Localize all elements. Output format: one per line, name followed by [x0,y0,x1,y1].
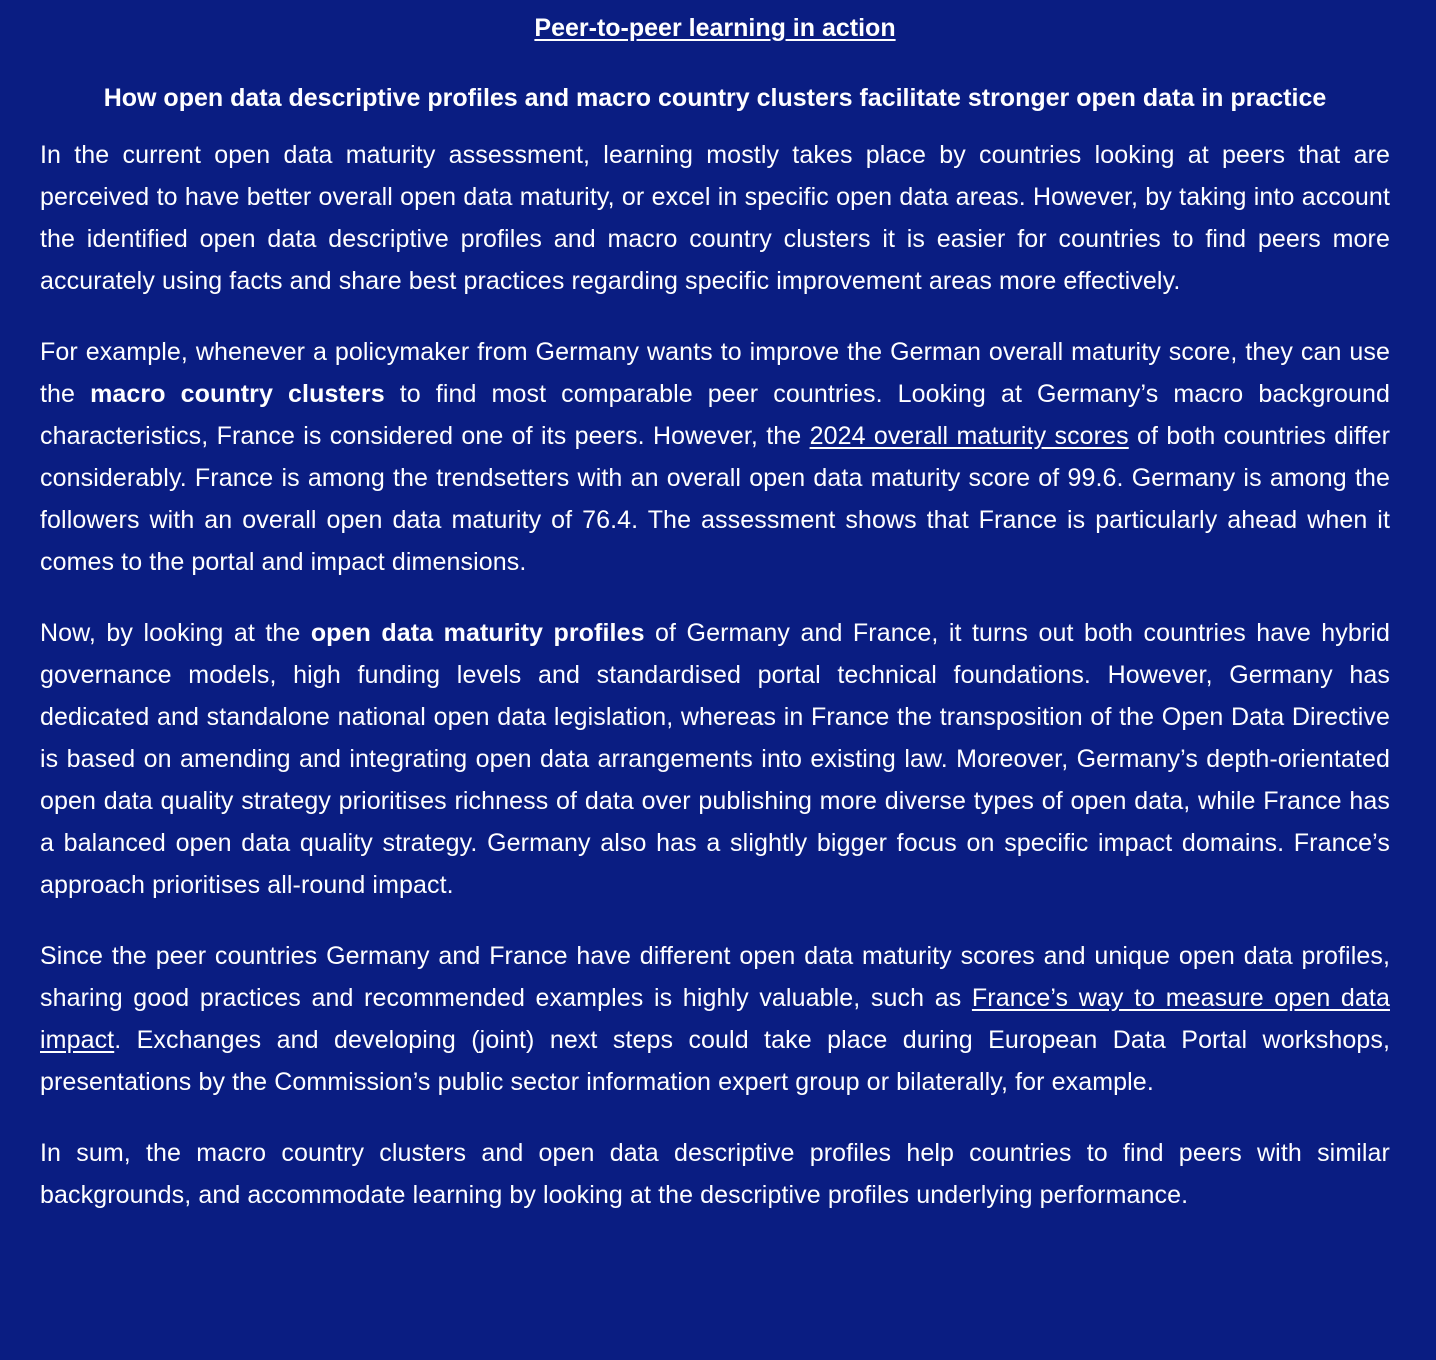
paragraph-intro: In the current open data maturity assessment, learning mostly takes place by countries looking at peers that are perceived to have better overall open data maturity, or excel in specific open data areas. However, by taking into account the identified open data descriptive profiles and macro country clusters it is easier for countries to find peers more accurately using facts and share best practices regarding specific improvement areas more effectively. [40,141,1390,295]
paragraph-text: Since the peer countries Germany and France have different open data maturity scores and unique open data profiles, sharing good practices and recommended examples is highly valuable, such as [40,942,1390,1012]
paragraph-text: to find most comparable peer countries. Looking at Germany’s macro background characteristics, France is considered one of its peers. However, the [40,380,1390,450]
paragraph-text: of Germany and France, it turns out both countries have hybrid governance models, high funding levels and standardised portal technical foundations. However, Germany has dedicated and standalone national open data legislation, whereas in France the transposition of the Open Data Directive is based on amending and integrating open data arrangements into existing law. Moreover, Germany’s depth-orientated open data quality strategy prioritises richness of data over publishing more diverse types of open data, while France has a balanced open data quality strategy. Germany also has a slightly bigger focus on specific impact domains. France’s approach prioritises all-round impact. [40,619,1390,899]
bold-term: macro country clusters [90,380,385,408]
bold-term: open data maturity profiles [310,619,645,647]
paragraph-example [40,331,1390,583]
paragraph-profiles [40,612,1390,906]
paragraph-text: Now, by looking at the [40,619,311,647]
paragraph-text: . Exchanges and developing (joint) next steps could take place during European Data Portal workshops, presentations by the Commission’s public sector information expert group or bilaterally, for example. [40,1026,1390,1096]
paragraph-summary: In sum, the macro country clusters and open data descriptive profiles help countries to find peers with similar backgrounds, and accommodate learning by looking at the descriptive profiles underlying performance. [40,1139,1390,1209]
paragraph-text: For example, whenever a policymaker from Germany wants to improve the German overall maturity score, they can use the [40,338,1390,408]
box-subtitle: How open data descriptive profiles and macro country clusters facilitate stronger open data in practice [103,84,1327,112]
measure-impact-link[interactable]: France’s way to measure open data impact [40,984,1390,1054]
paragraph-sharing [40,935,1390,1103]
box-title: Peer-to-peer learning in action [534,14,896,42]
maturity-scores-link[interactable]: 2024 overall maturity scores [809,422,1129,450]
paragraph-text: of both countries differ considerably. France is among the trendsetters with an overall open data maturity score of 99.6. Germany is among the followers with an overall open data maturity of 76.4. The assessment shows that France is particularly ahead when it comes to the portal and impact dimensions. [40,422,1391,576]
